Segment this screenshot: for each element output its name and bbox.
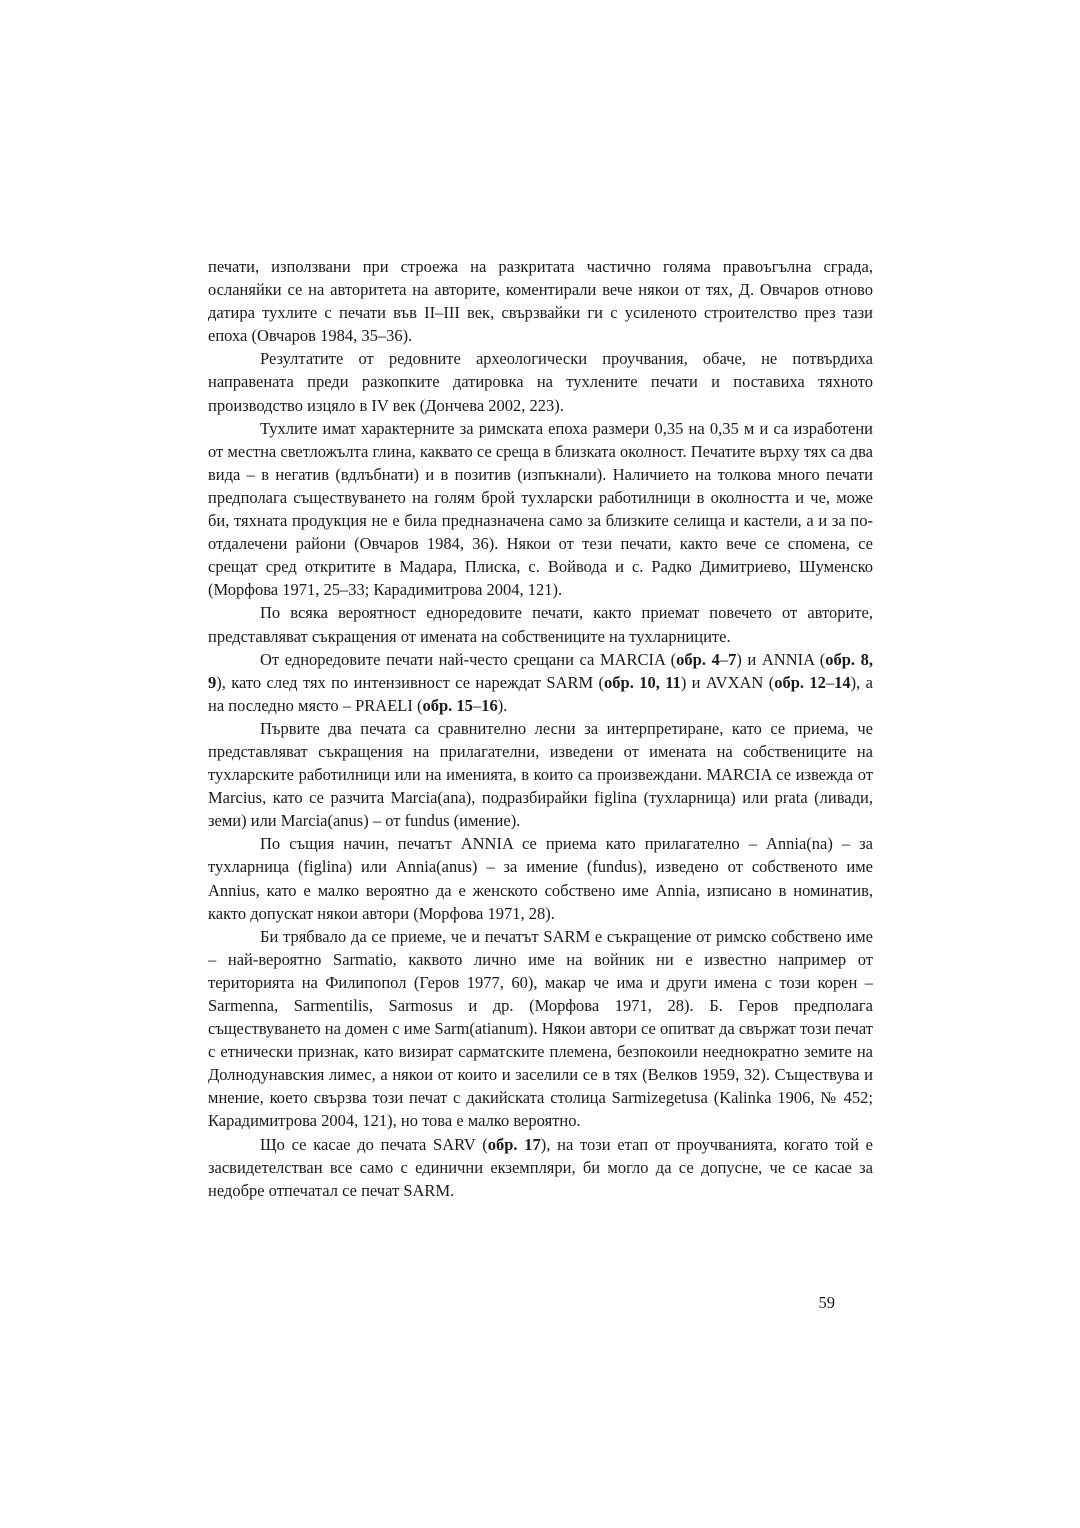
figure-reference: обр. 10, 11 <box>604 672 681 692</box>
text-run: Резултатите от редовните археологически проучвания, обаче, не потвърдиха направената преди разкопките датировка на тухлените печати и поставиха тяхното производство изцяло в IV век (Дончева 2002, 223). <box>208 349 873 415</box>
paragraph <box>208 925 873 1133</box>
paragraph <box>208 417 873 602</box>
text-run: Що се касае до печата SARV ( <box>260 1134 488 1154</box>
text-run: – <box>472 695 482 715</box>
text-run: ). <box>497 695 508 715</box>
paragraph <box>208 832 873 924</box>
text-run: Първите два печата са сравнително лесни за интерпретиране, като се приема, че представляват съкращения на прилагателни, изведени от имената на собствениците на тухларските работилници или на имениятa, в които са произвеждани. MARCIA се извежда от Marcius, като се разчита Marcia(ana), подразбирайки figlina (тухларница) или prata (ливади, земи) или Marcia(anus) – от fundus (имение). <box>208 718 873 831</box>
figure-reference: 7 <box>728 649 737 669</box>
figure-reference: 14 <box>834 672 851 692</box>
text-run: печати, използвани при строежа на разкритата частично голяма правоъгълна сграда, осланяйки се на авторитета на авторите, коментирали вече някои от тях, Д. Овчаров отново датира тухлите с печати във II–III век, свързвайки ги с усиленото строителство през тази епоха (Овчаров 1984, 35–36). <box>208 257 873 346</box>
figure-reference: обр. 17 <box>487 1134 541 1154</box>
text-run: Би трябвало да се приеме, че и печатът SARM е съкращение от римско собствено име – най-вероятно Sarmatio, каквото лично име на войник ни е известно например от територията на Филипопол (Геров 1977, 60), макар че има и други имена с този корен – Sarmenna, Sarmentilis, Sarmosus и др. (Морфова 1971, 28). Б. Геров предполага съществуването на домен с име Sarm(atianum). Някои автори се опитват да свържат този печат с етнически признак, като визират сарматските племена, безпокоили нееднократно земите на Долнодунавския лимес, а някои от които и заселили се в тях (Велков 1959, 32). Съществува и мнение, което свързва този печат с дакийската столица Sarmizegetusa (Kalinka 1906, № 452; Карадимитрова 2004, 121), но това е малко вероятно. <box>208 926 873 1131</box>
paragraph <box>208 648 873 717</box>
text-run: От едноредовите печати най-често срещани са MARCIA ( <box>260 649 677 669</box>
page-number: 59 <box>818 1293 835 1312</box>
figure-reference: обр. 12 <box>774 672 826 692</box>
figure-reference: обр. 15 <box>422 695 473 715</box>
text-run: ) и ANNIA ( <box>736 649 826 669</box>
text-run: ), на този етап от проучванията, когато той е засвидетелстван все само с единични екземпляри, би могло да се допусне, че се касае за недобре отпечатал се печат SARM. <box>208 1134 873 1200</box>
text-run: По същия начин, печатът ANNIA се приема като прилагателно – Annia(na) – за тухларница (figlina) или Annia(anus) – за имение (fundus), изведено от собственото име Annius, като е малко вероятно да е женското собствено име Annia, изписано в номинатив, както допускат някои автори (Морфова 1971, 28). <box>208 834 873 923</box>
text-run: – <box>719 649 729 669</box>
figure-reference: обр. 8, 9 <box>208 649 873 692</box>
text-run: По всяка вероятност едноредовите печати, както приемат повечето от авторите, представляват съкращения от имената на собствениците на тухларниците. <box>208 603 873 646</box>
text-run: – <box>825 672 835 692</box>
paragraph <box>208 1133 873 1202</box>
text-run: ) и AVXAN ( <box>680 672 775 692</box>
text-run: ), а на последно място – PRAELI ( <box>208 672 873 715</box>
body-text <box>208 255 873 1202</box>
text-run: ), като след тях по интензивност се нареждат SARM ( <box>216 672 605 692</box>
figure-reference: обр. 4 <box>676 649 720 669</box>
paragraph <box>208 255 873 347</box>
figure-reference: 16 <box>481 695 498 715</box>
paragraph <box>208 347 873 416</box>
text-run: Тухлите имат характерните за римската епоха размери 0,35 на 0,35 м и са изработени от местна светложълта глина, каквато се среща в близката околност. Печатите върху тях са два вида – в негатив (вдлъбнати) и в позитив (изпъкнали). Наличието на толкова много печати предполага съществуването на голям брой тухларски работилници в околността и че, може би, тяхната продукция не е била предназначена само за близките селища и кастели, а и за по-отдалечени райони (Овчаров 1984, 36). Някои от тези печати, както вече се спомена, се срещат сред откритите в Мадара, Плиска, с. Войвода и с. Радко Димитриево, Шуменско (Морфова 1971, 25–33; Карадимитрова 2004, 121). <box>208 418 873 600</box>
paragraph <box>208 601 873 647</box>
paragraph <box>208 717 873 832</box>
